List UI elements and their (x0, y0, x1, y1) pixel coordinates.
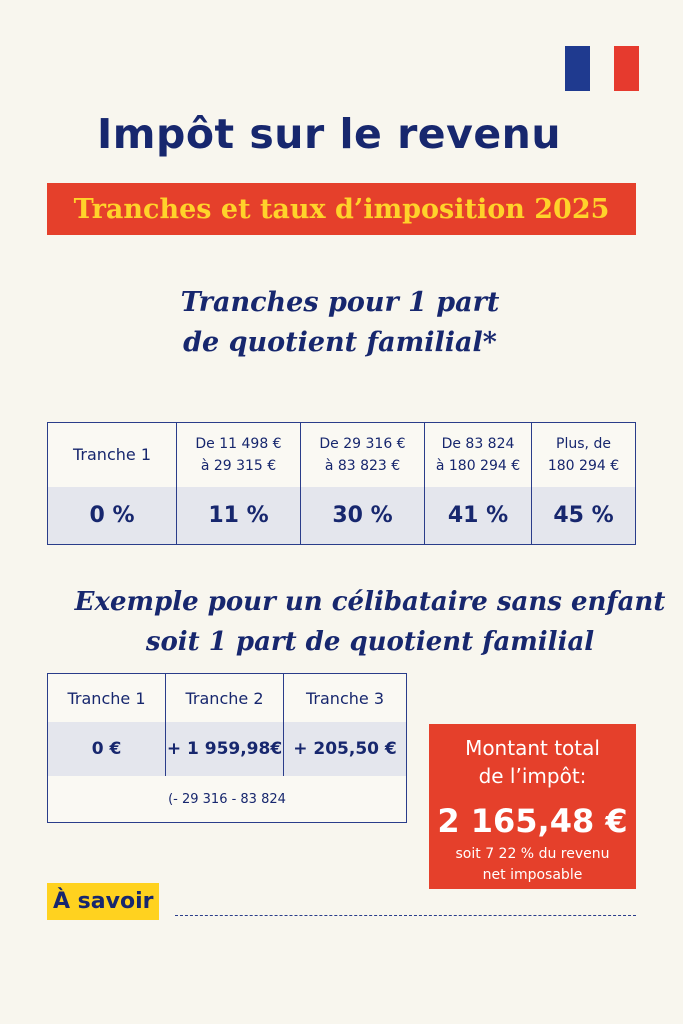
value-cell: + 1 959,98€ (166, 722, 284, 776)
tax-brackets-table (47, 422, 636, 545)
total-amount: 2 165,48 € (437, 802, 628, 840)
rate-cell: 0 % (48, 487, 177, 545)
value-cell: 0 € (48, 722, 166, 776)
table-cell: Tranche 1 (48, 423, 177, 488)
table-footnote: (- 29 316 - 83 824 (48, 776, 407, 823)
table-cell: Tranche 2 (166, 674, 284, 723)
rate-cell: 45 % (532, 487, 636, 545)
value-cell: + 205,50 € (284, 722, 407, 776)
table-cell: De 29 316 € à 83 823 € (301, 423, 425, 488)
dashed-divider (175, 915, 636, 916)
table-cell: Plus, de 180 294 € (532, 423, 636, 488)
table-row-values (48, 722, 407, 776)
subtitle-banner: Tranches et taux d’imposition 2025 (47, 183, 636, 235)
section-heading-example (60, 582, 680, 662)
a-savoir-label: À savoir (47, 883, 159, 920)
rate-cell: 41 % (425, 487, 532, 545)
example-table (47, 673, 407, 823)
table-header-row (48, 674, 407, 723)
table-header-row (48, 423, 636, 488)
table-cell: Tranche 3 (284, 674, 407, 723)
section-heading-line: Exemple pour un célibataire sans enfant (74, 587, 666, 617)
table-footnote-row (48, 776, 407, 823)
page-title: Impôt sur le revenu (97, 110, 562, 158)
total-label: Montant total de l’impôt: (465, 736, 600, 788)
rate-cell: 11 % (177, 487, 301, 545)
section-heading-line: soit 1 part de quotient familial (145, 627, 595, 657)
rate-cell: 30 % (301, 487, 425, 545)
table-row-rates (48, 487, 636, 545)
section-heading-line: Tranches pour 1 part (180, 287, 500, 318)
table-cell: De 11 498 € à 29 315 € (177, 423, 301, 488)
total-tax-box (429, 724, 636, 889)
table-cell: Tranche 1 (48, 674, 166, 723)
section-heading-brackets (150, 283, 530, 363)
french-flag-icon (565, 46, 639, 91)
section-heading-line: de quotient familial* (183, 327, 497, 358)
table-cell: De 83 824 à 180 294 € (425, 423, 532, 488)
total-note: soit 7 22 % du revenu net imposable (455, 846, 610, 883)
